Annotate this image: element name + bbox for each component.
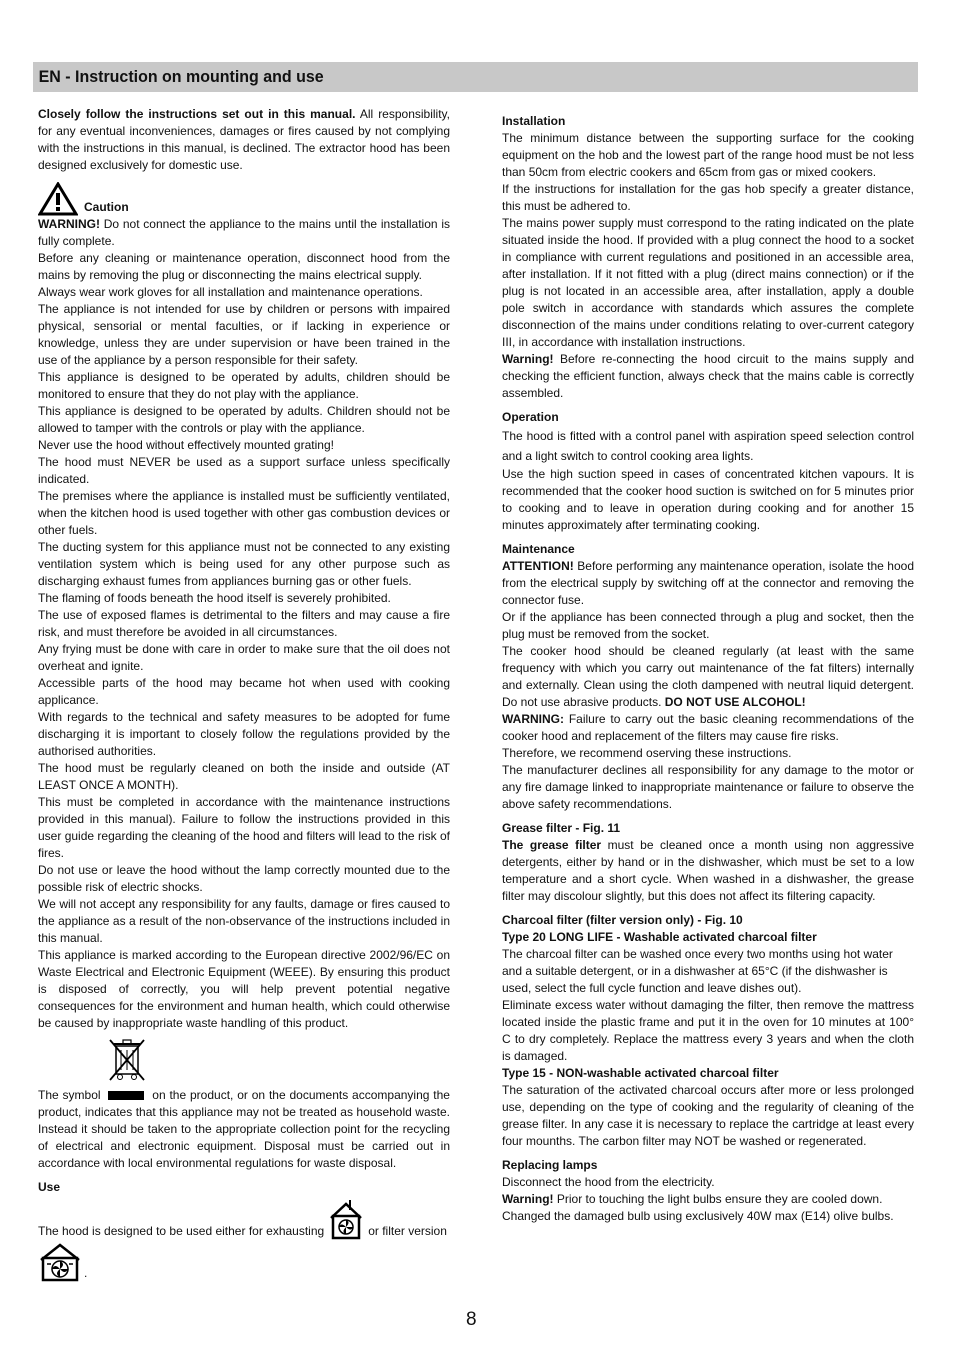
- weee-paragraph: This appliance is marked according to the European directive 2002/96/EC on Waste Electrical and Electronic Equipment (WEEE). By ensuring this product is disposed of correctly, you will help prevent potential negative consequences for the environment and human health, which could otherwise be caused by inappropriate waste handling of this product.: [38, 948, 450, 1030]
- safety-paragraph: This must be completed in accordance with the maintenance instructions provided in this manual). Failure to follow the instructions provided in this user guide regarding the cleaning of the hood and filters will lead to the risk of fires.: [38, 795, 450, 860]
- symbol-paragraph: The symbol on the product, or on the documents accompanying the product, indicates that this appliance may not be treated as household waste. Instead it should be taken to the appropriate collection point for the recycling of electrical and electronic equipment. Disposal must be carried out in accordance with local environmental regulations for waste disposal.: [38, 1088, 450, 1170]
- caution-label: Caution: [84, 200, 129, 214]
- maintenance-paragraph: The manufacturer declines all responsibility for any damage to the motor or any fire damage linked to inappropriate maintenance or failure to observe the above safety recommendations.: [502, 763, 914, 811]
- caution-heading: [38, 182, 450, 216]
- safety-paragraph: We will not accept any responsibility for any faults, damage or fires caused to the appliance as a result of the non-observance of the instructions included in this manual.: [38, 897, 450, 945]
- type20-paragraph: Eliminate excess water without damaging the filter, then remove the mattress located inside the plastic frame and put it in the oven for 10 minutes at 100° C to dry completely. Replace the mattress every 3 years and when the cloth is damaged.: [502, 998, 914, 1063]
- safety-paragraph: Always wear work gloves for all installation and maintenance operations.: [38, 285, 423, 299]
- left-column: [38, 106, 450, 1282]
- safety-paragraph: The use of exposed flames is detrimental to the filters and may cause a fire risk, and must therefore be avoided in all circumstances.: [38, 608, 450, 639]
- lamps-paragraph: Disconnect the hood from the electricity.: [502, 1175, 715, 1189]
- safety-paragraph: With regards to the technical and safety measures to be adopted for fume discharging it is important to closely follow the regulations provided by the authorised authorities.: [38, 710, 450, 758]
- installation-heading: Installation: [502, 114, 566, 128]
- grease-filter-paragraph: The grease filter must be cleaned once a month using non aggressive detergents, either by hand or in the dishwasher, which must be set to a low temperature and a short cycle. When washed in a dishwasher, the grease filter may discolour slightly, but this does not affect its filtering capacity.: [502, 838, 914, 903]
- page-title: EN - Instruction on mounting and use: [38, 67, 324, 86]
- safety-paragraph: The flaming of foods beneath the hood itself is severely prohibited.: [38, 591, 391, 605]
- installation-paragraph: If the instructions for installation for the gas hob specify a greater distance, this must be adhered to.: [502, 182, 914, 213]
- page-header: [33, 62, 918, 92]
- safety-paragraph: Before any cleaning or maintenance operation, disconnect hood from the mains by removing the plug or disconnecting the mains electrical supply.: [38, 251, 450, 282]
- right-column: [502, 113, 914, 1225]
- maintenance-heading: Maintenance: [502, 542, 575, 556]
- lamps-paragraph: Changed the damaged bulb using exclusively 40W max (E14) olive bulbs.: [502, 1209, 894, 1223]
- safety-paragraph: The hood must be regularly cleaned on both the inside and outside (AT LEAST ONCE A MONTH).: [38, 761, 450, 792]
- maintenance-paragraph: The cooker hood should be cleaned regularly (at least with the same frequency with which you carry out maintenance of the fat filters) internally and externally. Clean using the cloth dampened with neutral liquid detergent. Do not use abrasive products. DO NOT USE ALCOHOL!: [502, 644, 914, 709]
- crossed-bin-icon: [106, 1036, 148, 1082]
- safety-paragraph: This appliance is designed to be operated by adults. Children should not be allowed to tamper with the controls or play with the appliance.: [38, 404, 450, 435]
- type15-paragraph: The saturation of the activated charcoal occurs after more or less prolonged use, depending on the type of cooking and the regularity of cleaning of the grease filter. In any case it is necessary to replace the cartridge at least every four mounths. The carbon filter may NOT be washed or regenerated.: [502, 1083, 914, 1148]
- installation-paragraph: The minimum distance between the supporting surface for the cooking equipment on the hob and the lowest part of the range hood must be not less than 50cm from electric cookers and 65cm from gas or mixed cookers.: [502, 131, 914, 179]
- safety-paragraph: This appliance is designed to be operated by adults, children should be monitored to ensure that they do not play with the appliance.: [38, 370, 450, 401]
- operation-heading: Operation: [502, 410, 559, 424]
- installation-paragraph: The mains power supply must correspond to the rating indicated on the plate situated inside the hood. If provided with a plug connect the hood to a socket in compliance with current regulations and positioned in an accessible area, after installation. If it not fitted with a plug (direct mains connection) or if the plug is not located in an accessible area, after installation, apply a double pole switch in accordance with standards which assures the complete disconnection of the mains under conditions relating to over-current category III, in accordance with installation instructions.: [502, 216, 914, 349]
- grease-filter-heading: Grease filter - Fig. 11: [502, 821, 621, 835]
- safety-paragraph: Never use the hood without effectively mounted grating!: [38, 438, 334, 452]
- charcoal-filter-heading: Charcoal filter (filter version only) - Fig. 10: [502, 913, 743, 927]
- safety-paragraph: Accessible parts of the hood may became hot when used with cooking applicance.: [38, 676, 450, 707]
- replacing-lamps-heading: Replacing lamps: [502, 1158, 598, 1172]
- type20-heading: Type 20 LONG LIFE - Washable activated charcoal filter: [502, 930, 817, 944]
- safety-paragraph: Do not use or leave the hood without the lamp correctly mounted due to the possible risk of electric shocks.: [38, 863, 450, 894]
- operation-paragraph: Use the high suction speed in cases of concentrated kitchen vapours. It is recommended that the cooker hood suction is switched on for 5 minutes prior to cooking and to leave in operation during cooking and for another 15 minutes approximately after terminating cooking.: [502, 467, 914, 532]
- maintenance-paragraph: Or if the appliance has been connected through a plug and socket, then the plug must be removed from the socket.: [502, 610, 914, 641]
- type15-heading: Type 15 - NON-washable activated charcoal filter: [502, 1066, 779, 1080]
- warning-triangle-icon: [38, 182, 78, 216]
- filter-hood-icon: [38, 1242, 82, 1282]
- maintenance-attention: ATTENTION! Before performing any maintenance operation, isolate the hood from the electrical supply by switching off at the connector and removing the connector fuse.: [502, 559, 914, 607]
- warning-paragraph: WARNING! Do not connect the appliance to the mains until the installation is fully complete.: [38, 217, 450, 248]
- symbol-bar-icon: [108, 1091, 144, 1100]
- operation-paragraph: The hood is fitted with a control panel with aspiration speed selection control and a light switch to control cooking area lights.: [502, 429, 914, 463]
- safety-paragraph: Any frying must be done with care in order to make sure that the oil does not overheat and ignite.: [38, 642, 450, 673]
- safety-paragraph: The hood must NEVER be used as a support surface unless specifically indicated.: [38, 455, 450, 486]
- use-heading: Use: [38, 1180, 61, 1194]
- intro-paragraph: Closely follow the instructions set out in this manual. All responsibility, for any eventual inconveniences, damages or fires caused by not complying with the instructions in this manual, is declined. The extractor hood has been designed exclusively for domestic use.: [38, 107, 450, 172]
- lamps-warning: Warning! Prior to touching the light bulbs ensure they are cooled down.: [502, 1192, 883, 1206]
- safety-paragraph: The appliance is not intended for use by children or persons with impaired physical, sensorial or mental faculties, or if lacking in experience or knowledge, unless they are under supervision or have been trained in the use of the appliance by a person responsible for their safety.: [38, 302, 450, 367]
- maintenance-warning: WARNING: Failure to carry out the basic cleaning recommendations of the cooker hood and replacement of the filters may cause fire risks.: [502, 712, 914, 743]
- exhaust-hood-icon: [328, 1200, 364, 1240]
- use-filter-row: .: [38, 1242, 450, 1282]
- use-paragraph: The hood is designed to be used either for exhausting or filter version: [38, 1200, 450, 1240]
- maintenance-paragraph: Therefore, we recommend oserving these instructions.: [502, 746, 792, 760]
- weee-symbol: [106, 1036, 450, 1087]
- page-number: 8: [466, 1309, 477, 1330]
- safety-paragraph: The premises where the appliance is installed must be sufficiently ventilated, when the kitchen hood is used together with other gas combustion devices or other fuels.: [38, 489, 450, 537]
- safety-paragraph: The ducting system for this appliance must not be connected to any existing ventilation system which is being used for any other purpose such as discharging exhaust fumes from appliances burning gas or other fuels.: [38, 540, 450, 588]
- type20-paragraph: The charcoal filter can be washed once every two months using hot water and a suitable detergent, or in a dishwasher at 65°C (if the dishwasher is used, select the full cycle function and leave dishes out).: [502, 947, 893, 995]
- installation-warning: Warning! Before re-connecting the hood circuit to the mains supply and checking the efficient function, always check that the mains cable is correctly assembled.: [502, 352, 914, 400]
